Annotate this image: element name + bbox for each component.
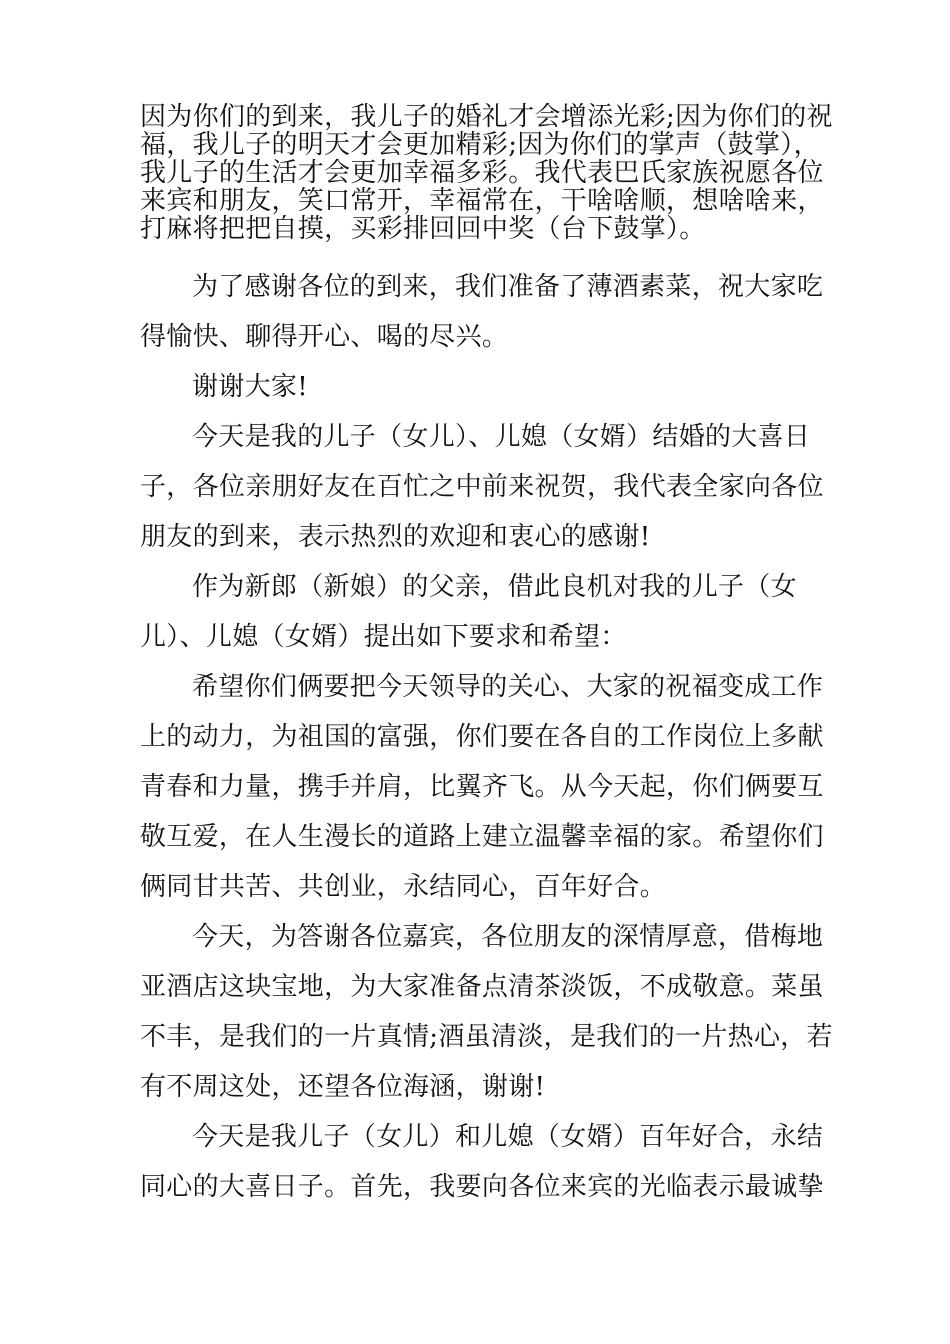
text-line: 今天是我的儿子（女儿）、儿媳（女婿）结婚的大喜日	[192, 422, 811, 452]
text-line: 谢谢大家!	[192, 372, 308, 402]
text-line: 儿）、儿媳（女婿）提出如下要求和希望：	[140, 622, 627, 652]
text-line: 来宾和朋友，笑口常开，幸福常在，干啥啥顺，想啥啥来，	[140, 186, 824, 216]
text-line: 打麻将把把自摸，买彩排回回中奖（台下鼓掌）。	[140, 214, 706, 244]
text-line: 有不周这处，还望各位海涵，谢谢!	[140, 1072, 546, 1102]
text-line: 今天是我儿子（女儿）和儿媳（女婿）百年好合，永结	[192, 1122, 824, 1152]
paragraph-wedding-day	[140, 412, 840, 562]
text-line: 不丰，是我们的一片真情;酒虽清淡，是我们的一片热心，若	[140, 1022, 833, 1052]
text-line: 得愉快、聊得开心、喝的尽兴。	[140, 322, 509, 352]
text-line: 作为新郎（新娘）的父亲，借此良机对我的儿子（女	[192, 572, 797, 602]
text-line: 俩同甘共苦、共创业，永结同心，百年好合。	[140, 872, 667, 902]
intro-paragraph	[140, 102, 833, 244]
text-line: 同心的大喜日子。首先，我要向各位来宾的光临表示最诚挚	[140, 1172, 824, 1202]
text-line: 子，各位亲朋好友在百忙之中前来祝贺，我代表全家向各位	[140, 472, 824, 502]
paragraph-hopes	[140, 662, 840, 912]
paragraph-thank-you	[140, 362, 840, 412]
paragraph-father-request	[140, 562, 840, 662]
text-line: 我儿子的生活才会更加幸福多彩。我代表巴氏家族祝愿各位	[140, 158, 824, 188]
text-line: 为了感谢各位的到来，我们准备了薄酒素菜，祝大家吃	[192, 272, 824, 302]
text-line: 上的动力，为祖国的富强，你们要在各自的工作岗位上多献	[140, 722, 824, 752]
text-line: 亚酒店这块宝地，为大家准备点清茶淡饭，不成敬意。菜虽	[140, 972, 824, 1002]
body-paragraphs	[140, 262, 840, 1212]
text-line: 青春和力量，携手并肩，比翼齐飞。从今天起，你们俩要互	[140, 772, 824, 802]
text-line: 朋友的到来，表示热烈的欢迎和衷心的感谢!	[140, 522, 651, 552]
paragraph-thanks-meal	[140, 262, 840, 362]
text-line: 希望你们俩要把今天领导的关心、大家的祝福变成工作	[192, 672, 824, 702]
text-line: 福，我儿子的明天才会更加精彩;因为你们的掌声（鼓掌），	[140, 130, 820, 160]
text-line: 敬互爱，在人生漫长的道路上建立温馨幸福的家。希望你们	[140, 822, 824, 852]
text-line: 因为你们的到来，我儿子的婚礼才会增添光彩;因为你们的祝	[140, 102, 833, 132]
paragraph-closing	[140, 1112, 840, 1212]
text-line: 今天，为答谢各位嘉宾，各位朋友的深情厚意，借梅地	[192, 922, 824, 952]
paragraph-hotel-thanks	[140, 912, 840, 1112]
